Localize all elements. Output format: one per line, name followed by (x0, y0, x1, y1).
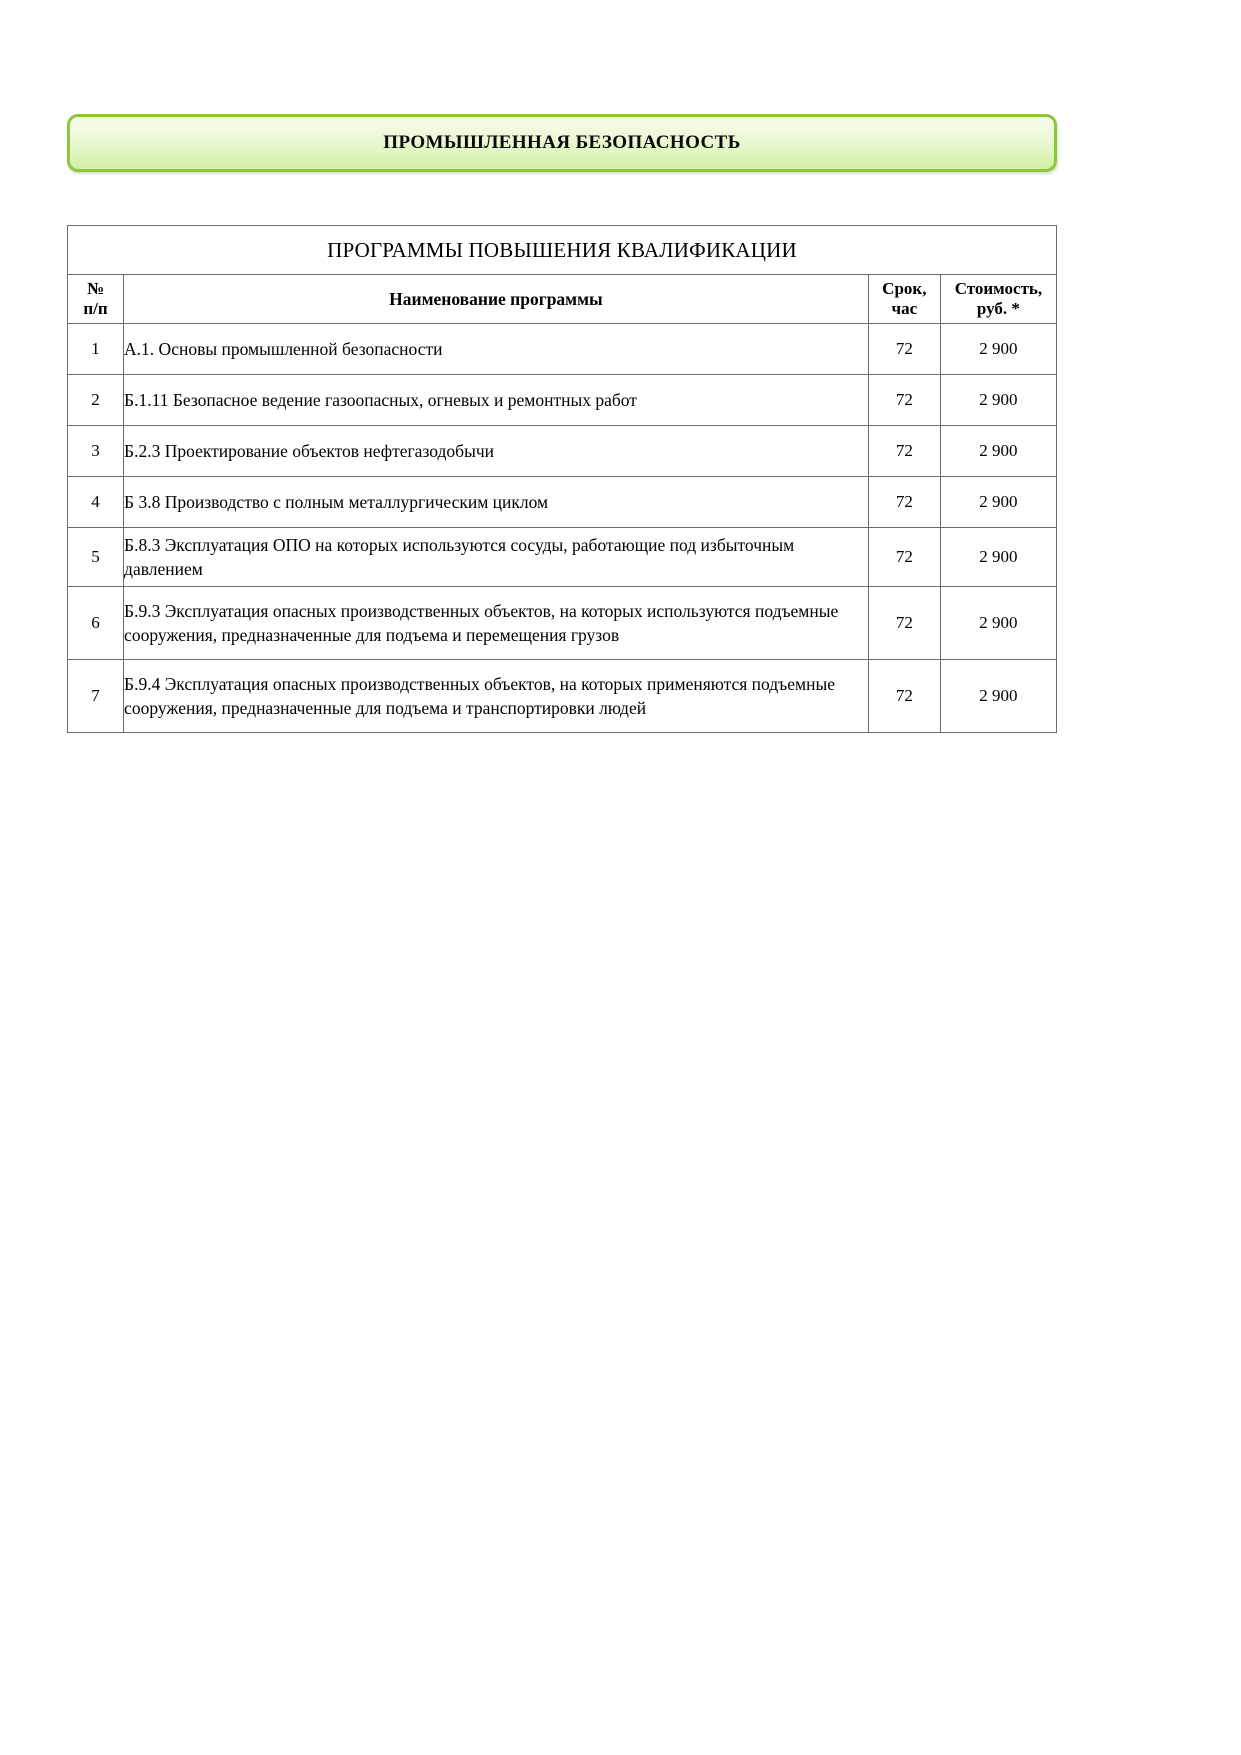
row-program-name: А.1. Основы промышленной безопасности (124, 324, 869, 375)
row-number: 5 (68, 528, 124, 587)
column-header-number (68, 275, 124, 324)
table-row (68, 324, 1057, 375)
row-hours: 72 (868, 528, 940, 587)
row-hours: 72 (868, 660, 940, 733)
row-price: 2 900 (940, 587, 1056, 660)
programs-table (67, 225, 1057, 733)
row-hours: 72 (868, 324, 940, 375)
table-row (68, 375, 1057, 426)
row-price: 2 900 (940, 528, 1056, 587)
row-number: 3 (68, 426, 124, 477)
row-program-name: Б.1.11 Безопасное ведение газоопасных, огневых и ремонтных работ (124, 375, 869, 426)
column-header-program-name: Наименование программы (124, 275, 869, 324)
row-number: 2 (68, 375, 124, 426)
row-number: 7 (68, 660, 124, 733)
table-caption: ПРОГРАММЫ ПОВЫШЕНИЯ КВАЛИФИКАЦИИ (68, 226, 1057, 275)
row-price: 2 900 (940, 477, 1056, 528)
row-price: 2 900 (940, 660, 1056, 733)
row-program-name: Б.8.3 Эксплуатация ОПО на которых используются сосуды, работающие под избыточным давлением (124, 528, 869, 587)
column-header-price (940, 275, 1056, 324)
column-header-price-line1: Стоимость, (954, 278, 1043, 298)
table-row (68, 426, 1057, 477)
column-header-number-line2: п/п (83, 299, 108, 318)
table-caption-row (68, 226, 1057, 275)
column-header-number-line1: № (86, 278, 105, 298)
banner-box (67, 114, 1057, 172)
row-hours: 72 (868, 477, 940, 528)
row-price: 2 900 (940, 324, 1056, 375)
row-program-name: Б.9.3 Эксплуатация опасных производственных объектов, на которых используются подъемные сооружения, предназначенные для подъема и перемещения грузов (124, 587, 869, 660)
row-hours: 72 (868, 375, 940, 426)
row-price: 2 900 (940, 426, 1056, 477)
row-number: 6 (68, 587, 124, 660)
row-number: 4 (68, 477, 124, 528)
row-program-name: Б 3.8 Производство с полным металлургическим циклом (124, 477, 869, 528)
column-header-hours-line2: час (891, 299, 918, 318)
banner-title: ПРОМЫШЛЕННАЯ БЕЗОПАСНОСТЬ (383, 132, 741, 153)
row-program-name: Б.2.3 Проектирование объектов нефтегазодобычи (124, 426, 869, 477)
column-header-hours (868, 275, 940, 324)
row-hours: 72 (868, 426, 940, 477)
programs-table-container (67, 225, 1057, 733)
section-banner (67, 114, 1057, 172)
table-row (68, 528, 1057, 587)
table-row (68, 660, 1057, 733)
row-price: 2 900 (940, 375, 1056, 426)
column-header-price-line2: руб. * (976, 299, 1020, 318)
row-number: 1 (68, 324, 124, 375)
table-row (68, 587, 1057, 660)
table-row (68, 477, 1057, 528)
table-header-row (68, 275, 1057, 324)
column-header-hours-line1: Срок, (882, 278, 927, 298)
row-hours: 72 (868, 587, 940, 660)
row-program-name: Б.9.4 Эксплуатация опасных производственных объектов, на которых применяются подъемные сооружения, предназначенные для подъема и транспортировки людей (124, 660, 869, 733)
